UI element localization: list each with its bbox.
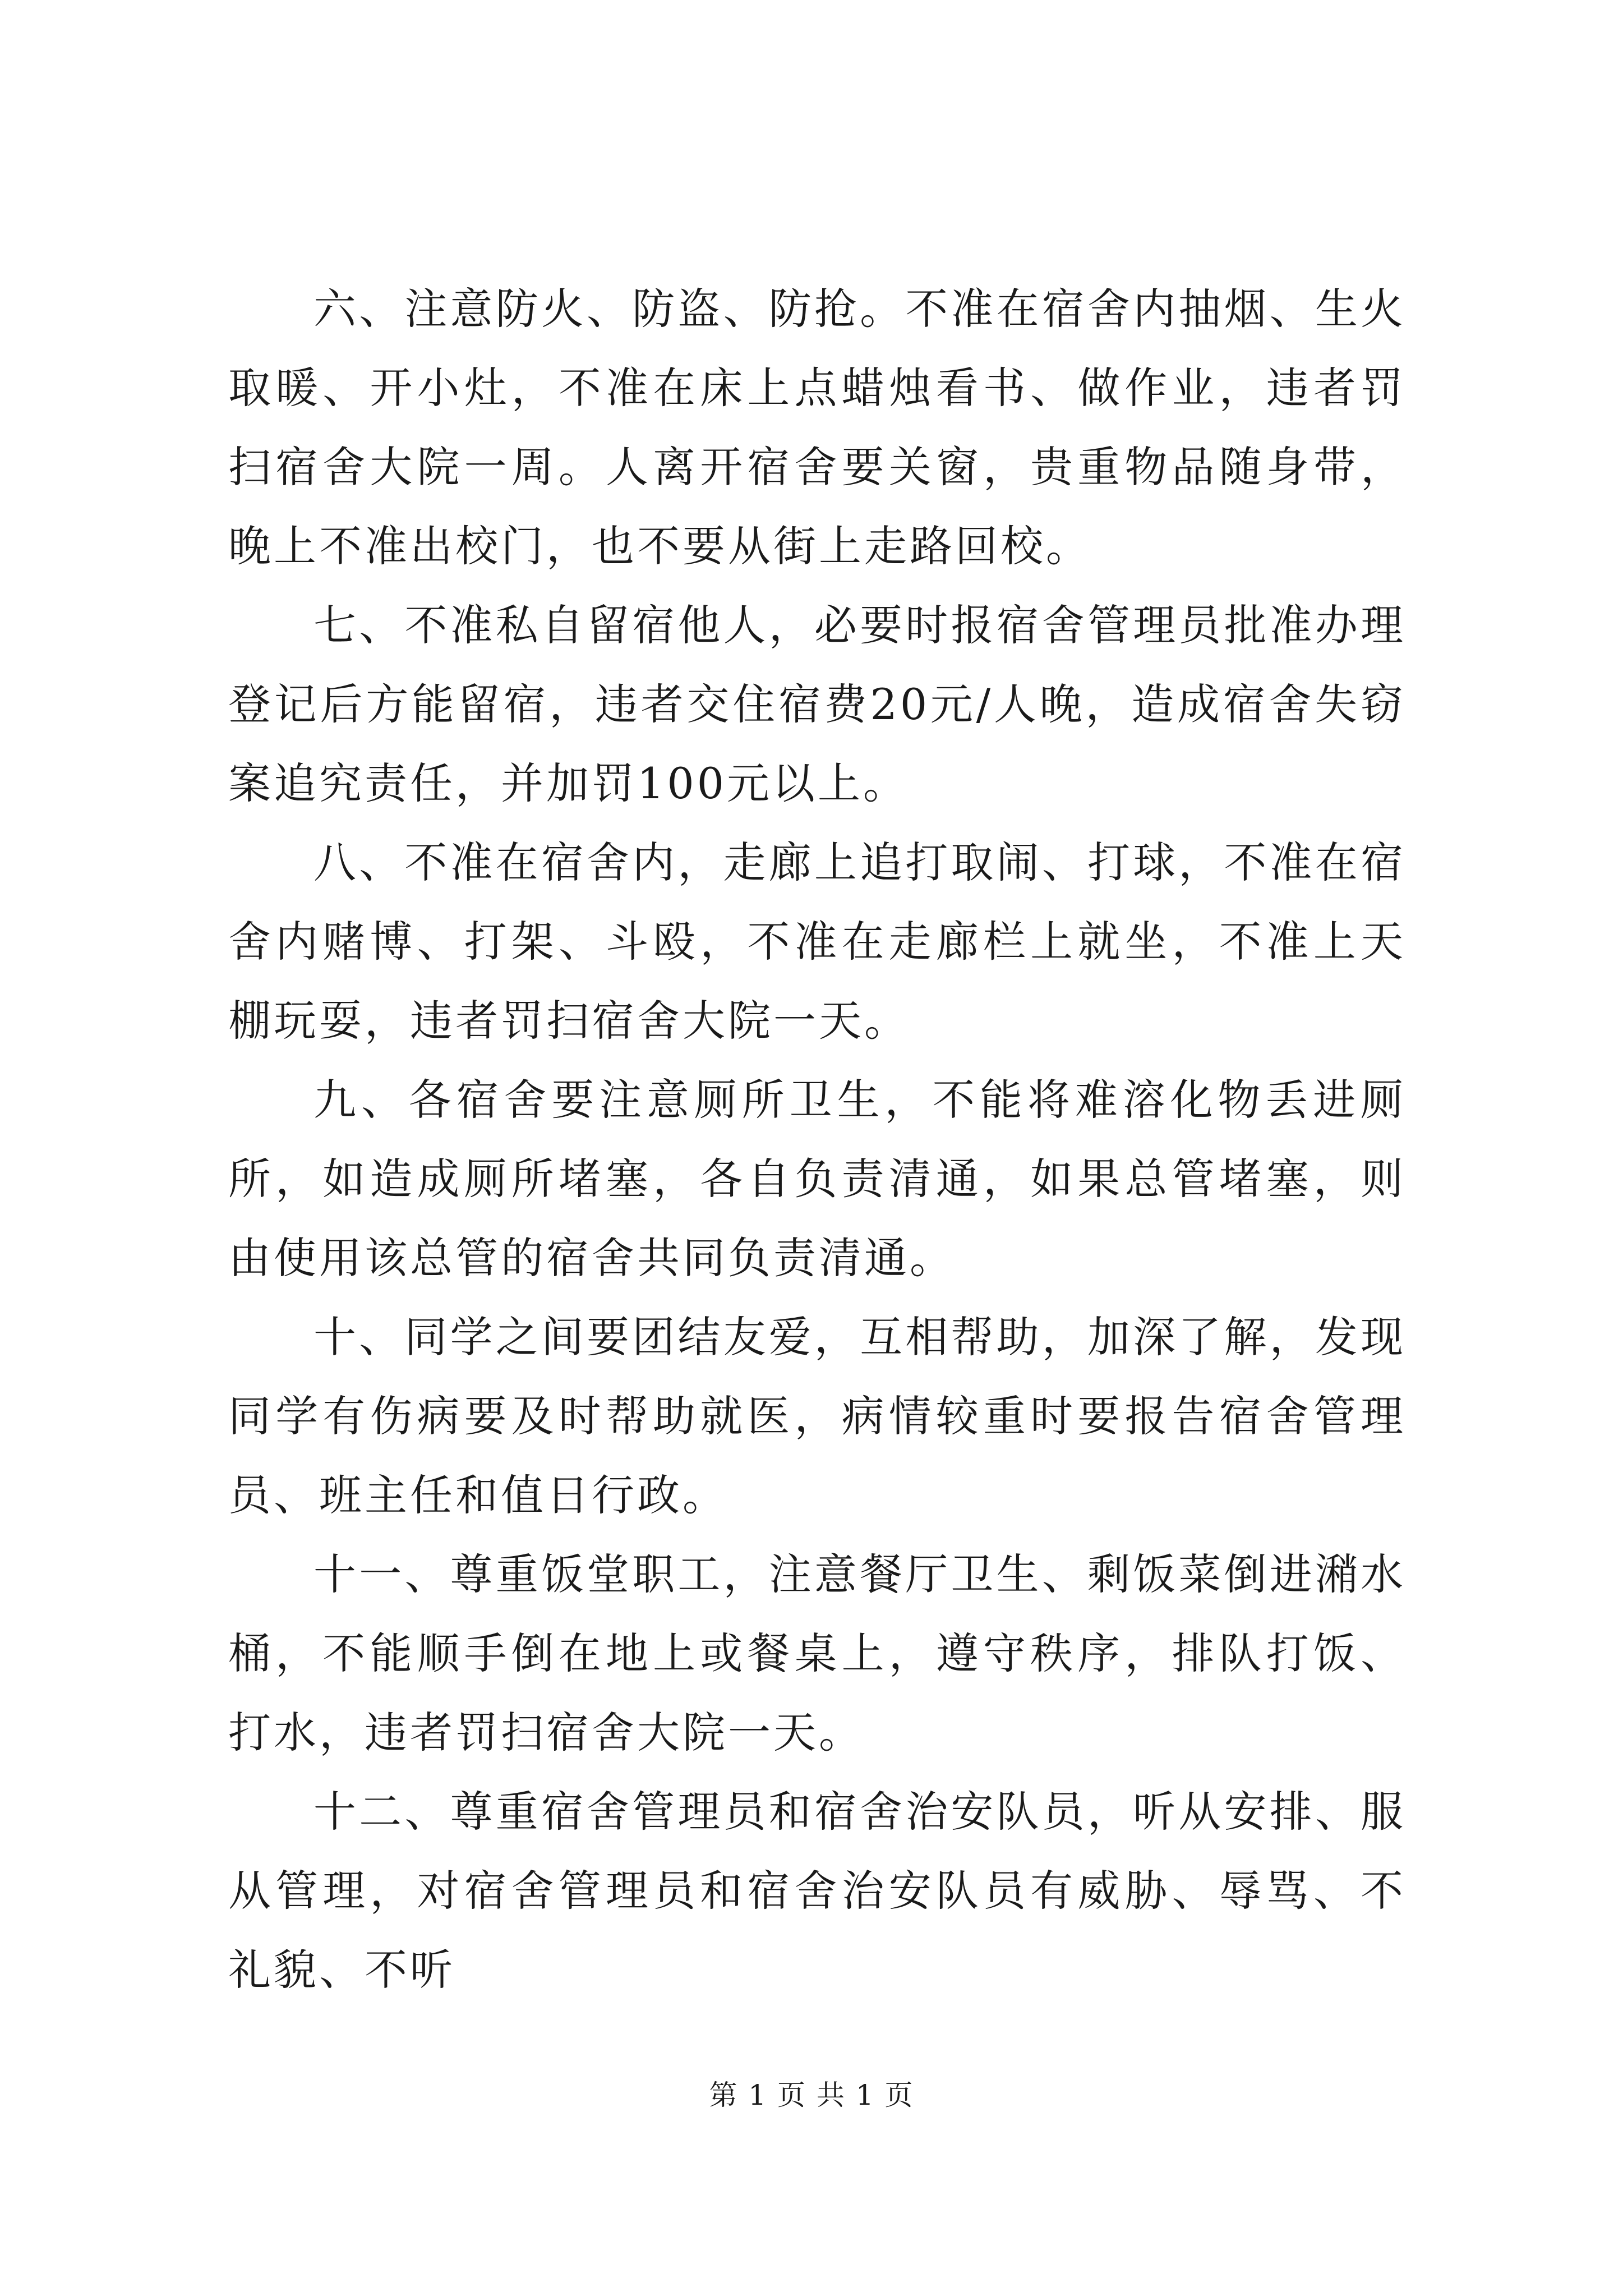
paragraph-rule-11: 十一、尊重饭堂职工，注意餐厅卫生、剩饭菜倒进潲水桶，不能顺手倒在地上或餐桌上，遵守秩序，排队打饭、打水，违者罚扫宿舍大院一天。 (228, 1549, 1406, 1757)
paragraph-rule-10: 十、同学之间要团结友爱，互相帮助，加深了解，发现同学有伤病要及时帮助就医，病情较重时要报告宿舍管理员、班主任和值日行政。 (228, 1312, 1406, 1520)
paragraph-rule-7: 七、不准私自留宿他人，必要时报宿舍管理员批准办理登记后方能留宿，违者交住宿费20元/人晚，造成宿舍失窃案追究责任，并加罚100元以上。 (228, 600, 1406, 808)
paragraph-rule-6: 六、注意防火、防盗、防抢。不准在宿舍内抽烟、生火取暖、开小灶，不准在床上点蜡烛看书、做作业，违者罚扫宿舍大院一周。人离开宿舍要关窗，贵重物品随身带，晚上不准出校门，也不要从街上走路回校。 (228, 284, 1406, 571)
page-footer: 第 1 页 共 1 页 (709, 2079, 914, 2111)
document-body (228, 269, 1406, 2009)
paragraph-rule-8: 八、不准在宿舍内，走廊上追打取闹、打球，不准在宿舍内赌博、打架、斗殴，不准在走廊栏上就坐，不准上天棚玩耍，违者罚扫宿舍大院一天。 (228, 838, 1406, 1046)
paragraph-rule-9: 九、各宿舍要注意厕所卫生，不能将难溶化物丢进厕所，如造成厕所堵塞，各自负责清通，如果总管堵塞，则由使用该总管的宿舍共同负责清通。 (228, 1075, 1406, 1283)
paragraph-rule-12: 十二、尊重宿舍管理员和宿舍治安队员，听从安排、服从管理，对宿舍管理员和宿舍治安队员有威胁、辱骂、不礼貌、不听 (228, 1787, 1406, 1995)
